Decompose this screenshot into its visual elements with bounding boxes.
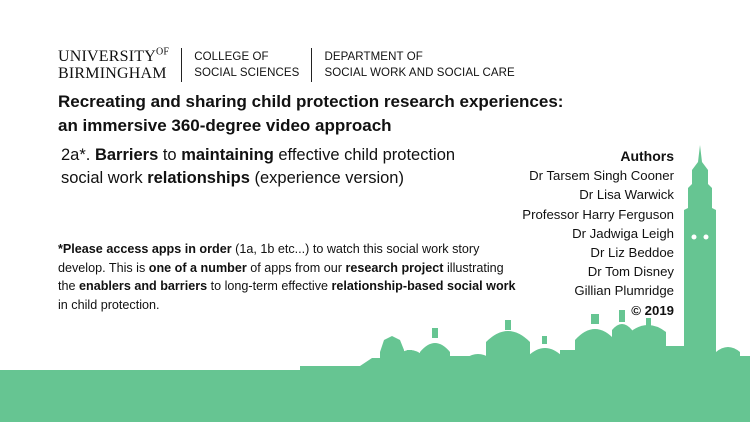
author-name: Professor Harry Ferguson xyxy=(522,206,674,222)
subtitle-bold: Barriers xyxy=(94,146,159,164)
college-line2: SOCIAL SCIENCES xyxy=(194,67,300,79)
title-line2: an immersive 360-degree video approach xyxy=(58,116,392,135)
subtitle-bold: maintaining xyxy=(181,146,274,164)
author-name: Gillian Plumridge xyxy=(574,283,674,299)
subtitle-text: effective child protection social work xyxy=(61,146,456,187)
title-line1: Recreating and sharing child protection research experiences: xyxy=(58,92,564,111)
university-line2: BIRMINGHAM xyxy=(58,65,167,82)
author-name: Dr Tarsem Singh Cooner xyxy=(529,168,674,184)
notice-text: illustrating the xyxy=(58,260,504,293)
copyright: © 2019 xyxy=(631,302,674,318)
subtitle-text: 2a*. xyxy=(61,146,95,164)
notice-bold: relationship-based social work xyxy=(331,279,516,293)
notice-bold: one of a number xyxy=(148,260,247,275)
dept-line2: SOCIAL WORK AND SOCIAL CARE xyxy=(324,67,515,79)
subtitle-text: (experience version) xyxy=(249,169,404,187)
author-name: Dr Jadwiga Leigh xyxy=(572,225,674,241)
notice-bold: research project xyxy=(345,260,444,275)
college-line1: COLLEGE OF xyxy=(194,51,269,63)
university-of: OF xyxy=(156,46,170,58)
dept-line1: DEPARTMENT OF xyxy=(324,51,423,63)
notice-text: (1a, 1b etc...) to watch this social work story develop. This is xyxy=(58,242,480,275)
notice-text: to long-term effective xyxy=(207,279,332,293)
university-line1: UNIVERSITY xyxy=(58,48,156,65)
author-name: Dr Liz Beddoe xyxy=(590,245,674,261)
authors-heading: Authors xyxy=(620,148,674,164)
author-name: Dr Tom Disney xyxy=(587,264,674,280)
author-name: Dr Lisa Warwick xyxy=(579,187,674,203)
skyline-shapes xyxy=(0,145,750,422)
subtitle-bold: relationships xyxy=(147,169,250,187)
notice-text: of apps from our xyxy=(246,260,346,275)
notice-bold: enablers and barriers xyxy=(79,279,208,293)
notice-bold: *Please access apps in order xyxy=(58,242,232,256)
subtitle-text: to xyxy=(158,146,182,164)
notice-text: in child protection. xyxy=(58,297,160,312)
